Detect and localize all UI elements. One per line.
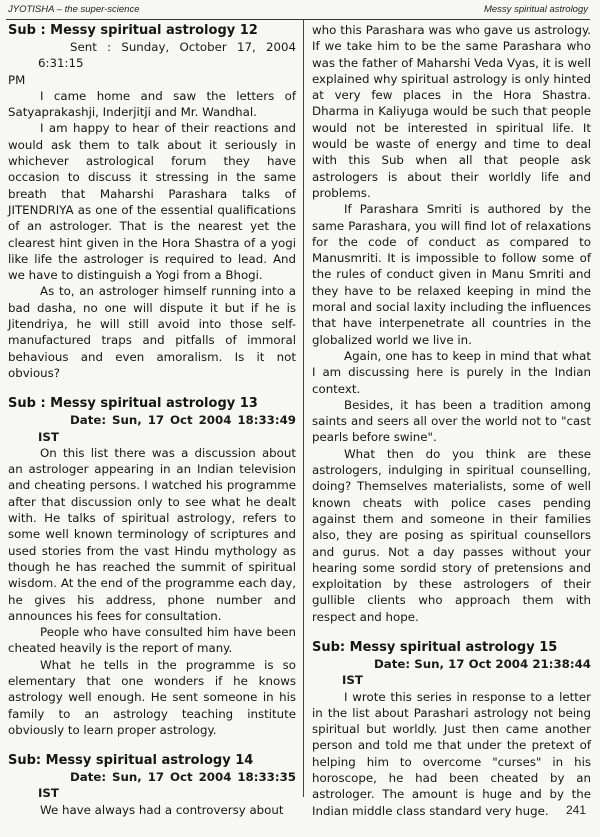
running-header [8,4,588,18]
section-gap [8,738,296,752]
date-line-15: Date: Sun, 17 Oct 2004 21:38:44 IST [342,656,592,688]
column-divider [303,19,304,797]
right-column [312,22,591,819]
paragraph: I came home and saw the letters of Satyaprakashji, Inderjitji and Mr. Wandhal. [8,88,296,120]
left-column [8,22,296,818]
section-gap [8,381,296,395]
header-rule [6,19,590,20]
paragraph: What he tells in the programme is so elementary that one wonders if he knows astrology well enough. He sent someone in his family to an astrology teaching institute obviously to learn proper astrology. [8,657,296,737]
section-gap [312,625,591,639]
paragraph: What then do you think are these astrologers, indulging in spiritual counselling, doing? Themselves materialists, some of well known cheats with police cases pending against them and someone in their families also, they are posing as spiritual counsellors and gurus. Not a day passes without your hearing some sordid story of pretensions and exploitation by these astrologers of their gullible clients who approach them with respect and hope. [312,446,591,624]
header-chapter-title: Messy spiritual astrology [483,4,588,15]
paragraph: We have always had a controversy about [40,802,284,817]
paragraph: People who have consulted him have been cheated heavily is the report of many. [8,625,296,656]
section-title-14: Sub: Messy spiritual astrology 14 [8,753,254,769]
header-book-title: JYOTISHA – the super-science [8,4,140,15]
paragraph: On this list there was a discussion about an astrologer appearing in an Indian television and cheating persons. I watched his programme after that discussion only to see what he dealt with. He talks of spiritual astrology, refers to some well known terminology of scriptures and used stories from the vast Hindu mythology as though he has reached the summit of spiritual wisdom. At the end of the programme each day, he gives his address, phone number and announces his fees for consultation. [8,445,296,623]
paragraph-continued: who this Parashara was who gave us astrology. If we take him to be the same Parashara who was the father of Maharshi Veda Vyas, it is well explained why spiritual astrology is only hinted at very few places in the Hora Shastra. Dharma in Kaliyuga would be such that people would not be interested in spiritual life. It would be waste of energy and time to deal with this Sub when all that people ask astrologers is about their worldly life and problems. [312,23,591,200]
paragraph: As to, an astrologer himself running into a bad dasha, no one will dispute it but if he is Jitendriya, he will still avoid into those self-manufactured traps and pitfalls of immoral behavious and even amoralism. Is it not obvious? [8,284,296,380]
date-line-13: Date: Sun, 17 Oct 2004 18:33:49 IST [38,413,296,444]
paragraph: Again, one has to keep in mind that what I am discussing here is purely in the Indian context. [312,348,591,396]
section-title-15: Sub: Messy spiritual astrology 15 [312,639,558,655]
paragraph: I wrote this series in response to a letter in the list about Parashari astrology not being spiritual but worldly. Just then came another person and told me that under the pretext of helping him to overcome "curses" in his horoscope, he had been cheated by an astrologer. The amount is huge and by the Indian middle class standard very huge. [312,689,591,818]
section-title-13: Sub : Messy spiritual astrology 13 [8,396,258,412]
paragraph: Besides, it has been a tradition among saints and seers all over the world not to "cast pearls before swine". [312,397,591,445]
sent-line-12-cont: PM [8,72,26,87]
paragraph: If Parashara Smriti is authored by the same Parashara, you will find lot of relaxations for the code of conduct as compared to Manusmriti. It is impossible to follow some of the rules of conduct given in Manu Smriti and they have to be relaxed keeping in mind the moral and social laxity including the influences that have interpenetrate all countries in the globalized world we live in. [312,202,591,347]
page-number: 241 [565,803,586,817]
date-line-14: Date: Sun, 17 Oct 2004 18:33:35 IST [38,770,296,801]
sent-line-12: Sent : Sunday, October 17, 2004 6:31:15 [38,40,296,71]
paragraph: I am happy to hear of their reactions and would ask them to talk about it seriously in whichever astrological forum they have occasion to discuss it stressing in the same breath that Maharshi Parashara talks of JITENDRIYA as one of the essential qualifications of an astrologer. That is the nearest yet the clearest hint given in the Hora Shastra of a yogi like life the astrologer is required to lead. And we have to distinguish a Yogi from a Bhogi. [8,121,296,283]
section-title-12: Sub : Messy spiritual astrology 12 [8,23,258,38]
